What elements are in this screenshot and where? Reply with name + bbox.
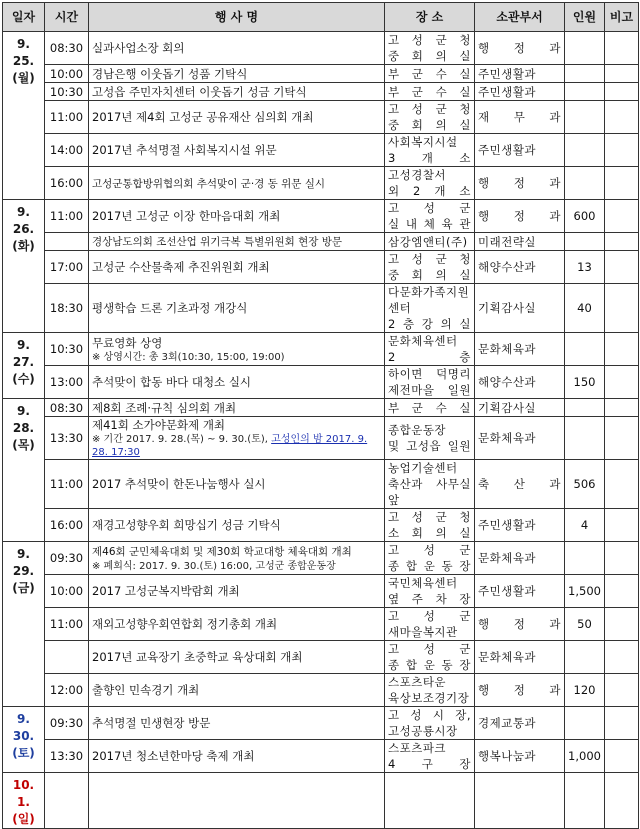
event-note-highlight: 고성인의 밤 2017. 9. 28. 17:30: [92, 434, 368, 458]
people-cell: [565, 641, 605, 674]
date-cell: [3, 542, 45, 707]
time-cell: [45, 773, 89, 829]
time-cell: 18:30: [45, 284, 89, 333]
event-cell: [89, 134, 385, 167]
place-cell: [385, 167, 475, 200]
people-cell: [565, 32, 605, 65]
remarks-cell: [605, 542, 639, 575]
event-name: 고성읍 주민자치센터 이웃돕기 성금 기탁식: [92, 84, 307, 99]
place-line: 고 성 군 청: [388, 510, 471, 524]
event-cell: [89, 773, 385, 829]
dept-cell: 행 정 과: [475, 167, 565, 200]
event-name: 추석맞이 합동 바다 대청소 실시: [92, 375, 252, 389]
date-label: 9. 29.: [12, 547, 35, 578]
remarks-cell: [605, 167, 639, 200]
table-header-row: [3, 3, 639, 32]
place-line: 스포츠타운: [388, 675, 447, 689]
place-line: 새마을복지관: [388, 625, 458, 639]
place-cell: [385, 83, 475, 101]
event-cell: [89, 83, 385, 101]
place-line: 고 성 군: [388, 609, 471, 623]
time-cell: 12:00: [45, 674, 89, 707]
time-cell: 08:30: [45, 32, 89, 65]
dept-cell: 해양수산과: [475, 251, 565, 284]
header-remarks: 비고: [605, 3, 639, 32]
place-line: 실 내 체 육 관: [388, 217, 471, 231]
weekday-label: (목): [12, 438, 35, 452]
schedule-body: [3, 32, 639, 829]
event-name: 경남은행 이웃돕기 성품 기탁식: [92, 66, 248, 81]
remarks-cell: [605, 32, 639, 65]
people-cell: [565, 542, 605, 575]
header-place: 장 소: [385, 3, 475, 32]
weekday-label: (금): [12, 581, 35, 595]
event-name: 경상남도의회 조선산업 위기극복 특별위원회 현장 방문: [92, 236, 342, 248]
table-row: [3, 674, 639, 707]
dept-cell: 해양수산과: [475, 366, 565, 399]
time-cell: 13:30: [45, 740, 89, 773]
event-name: 2017년 청소년한마당 축제 개최: [92, 749, 255, 763]
place-cell: [385, 65, 475, 83]
table-row: [3, 134, 639, 167]
place-cell: [385, 773, 475, 829]
table-row: [3, 740, 639, 773]
place-line: 부 군 수 실: [388, 400, 471, 415]
place-line: 종합운동장: [388, 423, 447, 437]
time-cell: 11:00: [45, 460, 89, 509]
people-cell: [565, 83, 605, 101]
event-cell: [89, 284, 385, 333]
place-cell: [385, 417, 475, 460]
place-cell: [385, 366, 475, 399]
remarks-cell: [605, 333, 639, 366]
table-row: [3, 200, 639, 233]
dept-cell: 재 무 과: [475, 101, 565, 134]
place-line: 고 성 시 장,: [388, 708, 471, 722]
remarks-cell: [605, 233, 639, 251]
time-cell: 13:00: [45, 366, 89, 399]
place-line: 삼강엠앤티(주): [388, 234, 468, 249]
table-row: [3, 509, 639, 542]
place-line: 제전마을 일원: [388, 383, 471, 397]
remarks-cell: [605, 399, 639, 417]
table-row: [3, 773, 639, 829]
place-cell: [385, 200, 475, 233]
event-name: 출향인 민속경기 개최: [92, 683, 200, 697]
event-name: 무료영화 상영: [92, 335, 163, 350]
date-label: 9. 30.: [12, 712, 35, 743]
time-cell: [45, 233, 89, 251]
dept-cell: 기획감사실: [475, 399, 565, 417]
place-line: 하이면 덕명리: [388, 367, 471, 381]
dept-cell: 주민생활과: [475, 509, 565, 542]
place-line: 국민체육센터: [388, 576, 458, 590]
event-name: 제8회 조례·규칙 심의회 개최: [92, 400, 237, 415]
table-row: [3, 542, 639, 575]
people-cell: [565, 167, 605, 200]
weekday-label: (토): [12, 746, 35, 760]
event-cell: [89, 707, 385, 740]
date-cell: [3, 200, 45, 333]
event-name: 고성군통합방위협의회 추석맞이 군·경 동 위문 실시: [92, 177, 326, 190]
event-note: [92, 560, 381, 573]
place-line: 부 군 수 실: [388, 66, 471, 81]
event-name: 제46회 군민체육대회 및 제30회 학교대항 체육대회 개최: [92, 546, 352, 558]
remarks-cell: [605, 417, 639, 460]
table-row: [3, 83, 639, 101]
remarks-cell: [605, 366, 639, 399]
event-name: 2017년 교육장기 초중학교 육상대회 개최: [92, 650, 303, 664]
event-cell: [89, 542, 385, 575]
remarks-cell: [605, 509, 639, 542]
time-cell: 09:30: [45, 542, 89, 575]
remarks-cell: [605, 773, 639, 829]
place-cell: [385, 707, 475, 740]
dept-cell: 문화체육과: [475, 417, 565, 460]
event-note-text: ※ 폐회식: 2017. 9. 30.(토) 16:00, 고성군 종합운동장: [92, 561, 336, 572]
dept-cell: 주민생활과: [475, 83, 565, 101]
place-line: 고 성 군 청: [388, 102, 471, 116]
time-cell: 11:00: [45, 200, 89, 233]
event-note-text: ※ 상영시간: 총 3회(10:30, 15:00, 19:00): [92, 351, 285, 363]
place-cell: [385, 251, 475, 284]
date-label: 9. 25.: [12, 37, 35, 68]
date-label: 9. 26.: [12, 205, 35, 236]
table-row: [3, 101, 639, 134]
date-cell: [3, 399, 45, 542]
place-cell: [385, 333, 475, 366]
table-row: [3, 233, 639, 251]
dept-cell: [475, 773, 565, 829]
date-cell: [3, 707, 45, 773]
place-cell: [385, 542, 475, 575]
people-cell: [565, 773, 605, 829]
event-name: 고성군 수산물축제 추진위원회 개최: [92, 260, 270, 274]
event-name: 재외고성향우회연합회 정기총회 개최: [92, 617, 278, 631]
table-row: [3, 251, 639, 284]
header-date: 일자: [3, 3, 45, 32]
people-cell: 40: [565, 284, 605, 333]
weekday-label: (월): [12, 71, 35, 85]
date-cell: [3, 773, 45, 829]
place-line: 종 합 운 동 장: [388, 559, 471, 573]
place-line: 중 회 의 실: [388, 49, 471, 63]
weekday-label: (일): [12, 812, 35, 826]
place-line: 고 성 군: [388, 543, 471, 557]
event-note-text: ※ 기간 2017. 9. 28.(목) ~ 9. 30.(토),: [92, 434, 268, 445]
people-cell: 506: [565, 460, 605, 509]
table-row: [3, 460, 639, 509]
place-line: 외 2 개 소: [388, 184, 471, 198]
place-line: 사회복지시설: [388, 135, 458, 149]
place-line: 고성경찰서: [388, 168, 447, 182]
people-cell: 1,000: [565, 740, 605, 773]
dept-cell: 축 산 과: [475, 460, 565, 509]
event-cell: [89, 575, 385, 608]
event-name: 추석명절 민생현장 방문: [92, 716, 211, 730]
place-line: 육상보조경기장: [388, 691, 470, 705]
time-cell: 16:00: [45, 167, 89, 200]
dept-cell: 주민생활과: [475, 575, 565, 608]
people-cell: [565, 399, 605, 417]
event-cell: [89, 399, 385, 417]
event-cell: [89, 167, 385, 200]
time-cell: 09:30: [45, 707, 89, 740]
event-cell: [89, 333, 385, 366]
time-cell: [45, 641, 89, 674]
event-cell: [89, 740, 385, 773]
place-cell: [385, 284, 475, 333]
table-row: [3, 608, 639, 641]
dept-cell: 주민생활과: [475, 134, 565, 167]
place-line: 고성공룡시장: [388, 724, 458, 738]
remarks-cell: [605, 707, 639, 740]
event-cell: [89, 32, 385, 65]
table-row: [3, 333, 639, 366]
event-note: [92, 351, 381, 364]
remarks-cell: [605, 251, 639, 284]
table-row: [3, 32, 639, 65]
event-cell: [89, 200, 385, 233]
remarks-cell: [605, 134, 639, 167]
people-cell: 120: [565, 674, 605, 707]
remarks-cell: [605, 740, 639, 773]
header-event: 행 사 명: [89, 3, 385, 32]
dept-cell: 행 정 과: [475, 32, 565, 65]
place-cell: [385, 460, 475, 509]
event-cell: [89, 233, 385, 251]
place-line: 중 회 의 실: [388, 118, 471, 132]
place-line: 다문화가족지원센터: [388, 285, 470, 315]
event-name: 2017년 추석명절 사회복지시설 위문: [92, 143, 277, 157]
dept-cell: 행복나눔과: [475, 740, 565, 773]
place-line: 고 성 군 청: [388, 252, 471, 266]
remarks-cell: [605, 575, 639, 608]
event-name: 2017 추석맞이 한돈나눔행사 실시: [92, 477, 266, 491]
place-line: 고 성 군: [388, 642, 471, 656]
time-cell: 10:30: [45, 333, 89, 366]
event-name: 제41회 소가야문화제 개최: [92, 418, 226, 432]
event-cell: [89, 608, 385, 641]
event-cell: [89, 65, 385, 83]
place-cell: [385, 32, 475, 65]
place-line: 문화체육센터: [388, 334, 458, 348]
place-line: 3 개 소: [388, 151, 471, 165]
place-cell: [385, 233, 475, 251]
people-cell: [565, 233, 605, 251]
event-schedule-table: [2, 2, 639, 829]
remarks-cell: [605, 608, 639, 641]
people-cell: [565, 101, 605, 134]
dept-cell: 행 정 과: [475, 608, 565, 641]
header-dept: 소관부서: [475, 3, 565, 32]
header-people: 인원: [565, 3, 605, 32]
table-row: [3, 167, 639, 200]
place-line: 종 합 운 동 장: [388, 658, 471, 672]
event-note: [92, 433, 381, 459]
people-cell: 50: [565, 608, 605, 641]
place-cell: [385, 641, 475, 674]
place-line: 2 층: [388, 350, 471, 364]
place-line: 고 성 군: [388, 201, 471, 215]
dept-cell: 문화체육과: [475, 542, 565, 575]
place-cell: [385, 674, 475, 707]
place-cell: [385, 399, 475, 417]
time-cell: 14:00: [45, 134, 89, 167]
people-cell: [565, 707, 605, 740]
place-line: 옆 주 차 장: [388, 592, 471, 606]
place-line: 4 구 장: [388, 757, 471, 771]
people-cell: [565, 65, 605, 83]
dept-cell: 행 정 과: [475, 674, 565, 707]
event-cell: [89, 509, 385, 542]
people-cell: 600: [565, 200, 605, 233]
place-line: 중 회 의 실: [388, 268, 471, 282]
dept-cell: 문화체육과: [475, 641, 565, 674]
people-cell: [565, 417, 605, 460]
people-cell: [565, 333, 605, 366]
table-row: [3, 417, 639, 460]
event-name: 실과사업소장 회의: [92, 41, 185, 55]
place-cell: [385, 101, 475, 134]
time-cell: 10:30: [45, 83, 89, 101]
date-cell: [3, 333, 45, 399]
event-cell: [89, 460, 385, 509]
remarks-cell: [605, 641, 639, 674]
place-line: 2 층 강 의 실: [388, 317, 471, 331]
place-line: 축산과 사무실 앞: [388, 477, 471, 507]
remarks-cell: [605, 674, 639, 707]
people-cell: 13: [565, 251, 605, 284]
date-label: 9. 28.: [12, 404, 35, 435]
time-cell: 17:00: [45, 251, 89, 284]
place-cell: [385, 509, 475, 542]
place-line: 및 고성읍 일원: [388, 439, 471, 453]
time-cell: 10:00: [45, 575, 89, 608]
place-line: 스포츠파크: [388, 741, 447, 755]
event-cell: [89, 101, 385, 134]
table-row: [3, 65, 639, 83]
event-cell: [89, 417, 385, 460]
time-cell: 11:00: [45, 608, 89, 641]
remarks-cell: [605, 200, 639, 233]
event-cell: [89, 366, 385, 399]
people-cell: 4: [565, 509, 605, 542]
time-cell: 11:00: [45, 101, 89, 134]
dept-cell: 기획감사실: [475, 284, 565, 333]
event-cell: [89, 251, 385, 284]
table-row: [3, 575, 639, 608]
place-cell: [385, 134, 475, 167]
table-row: [3, 284, 639, 333]
place-cell: [385, 608, 475, 641]
date-label: 10. 1.: [12, 778, 35, 809]
place-cell: [385, 740, 475, 773]
table-row: [3, 399, 639, 417]
people-cell: 150: [565, 366, 605, 399]
event-name: 재경고성향우회 희망십기 성금 기탁식: [92, 518, 281, 532]
weekday-label: (화): [12, 239, 35, 253]
date-label: 9. 27.: [12, 338, 35, 369]
remarks-cell: [605, 284, 639, 333]
dept-cell: 문화체육과: [475, 333, 565, 366]
event-cell: [89, 641, 385, 674]
remarks-cell: [605, 83, 639, 101]
table-row: [3, 707, 639, 740]
table-row: [3, 366, 639, 399]
time-cell: 13:30: [45, 417, 89, 460]
time-cell: 16:00: [45, 509, 89, 542]
event-name: 2017년 고성군 이장 한마음대회 개최: [92, 209, 281, 223]
place-line: 소 회 의 실: [388, 526, 471, 540]
table-row: [3, 641, 639, 674]
place-cell: [385, 575, 475, 608]
time-cell: 08:30: [45, 399, 89, 417]
people-cell: 1,500: [565, 575, 605, 608]
time-cell: 10:00: [45, 65, 89, 83]
dept-cell: 주민생활과: [475, 65, 565, 83]
dept-cell: 경제교통과: [475, 707, 565, 740]
place-line: 부 군 수 실: [388, 84, 471, 99]
event-name: 2017 고성군복지박람회 개최: [92, 584, 240, 598]
event-name: 평생학습 드론 기초과정 개강식: [92, 301, 248, 315]
header-time: 시간: [45, 3, 89, 32]
weekday-label: (수): [12, 372, 35, 386]
dept-cell: 행 정 과: [475, 200, 565, 233]
date-cell: [3, 32, 45, 200]
place-line: 고 성 군 청: [388, 33, 471, 47]
remarks-cell: [605, 101, 639, 134]
event-cell: [89, 674, 385, 707]
place-line: 농업기술센터: [388, 461, 458, 475]
dept-cell: 미래전략실: [475, 233, 565, 251]
people-cell: [565, 134, 605, 167]
event-name: 2017년 제4회 고성군 공유재산 심의회 개최: [92, 110, 314, 124]
remarks-cell: [605, 460, 639, 509]
remarks-cell: [605, 65, 639, 83]
